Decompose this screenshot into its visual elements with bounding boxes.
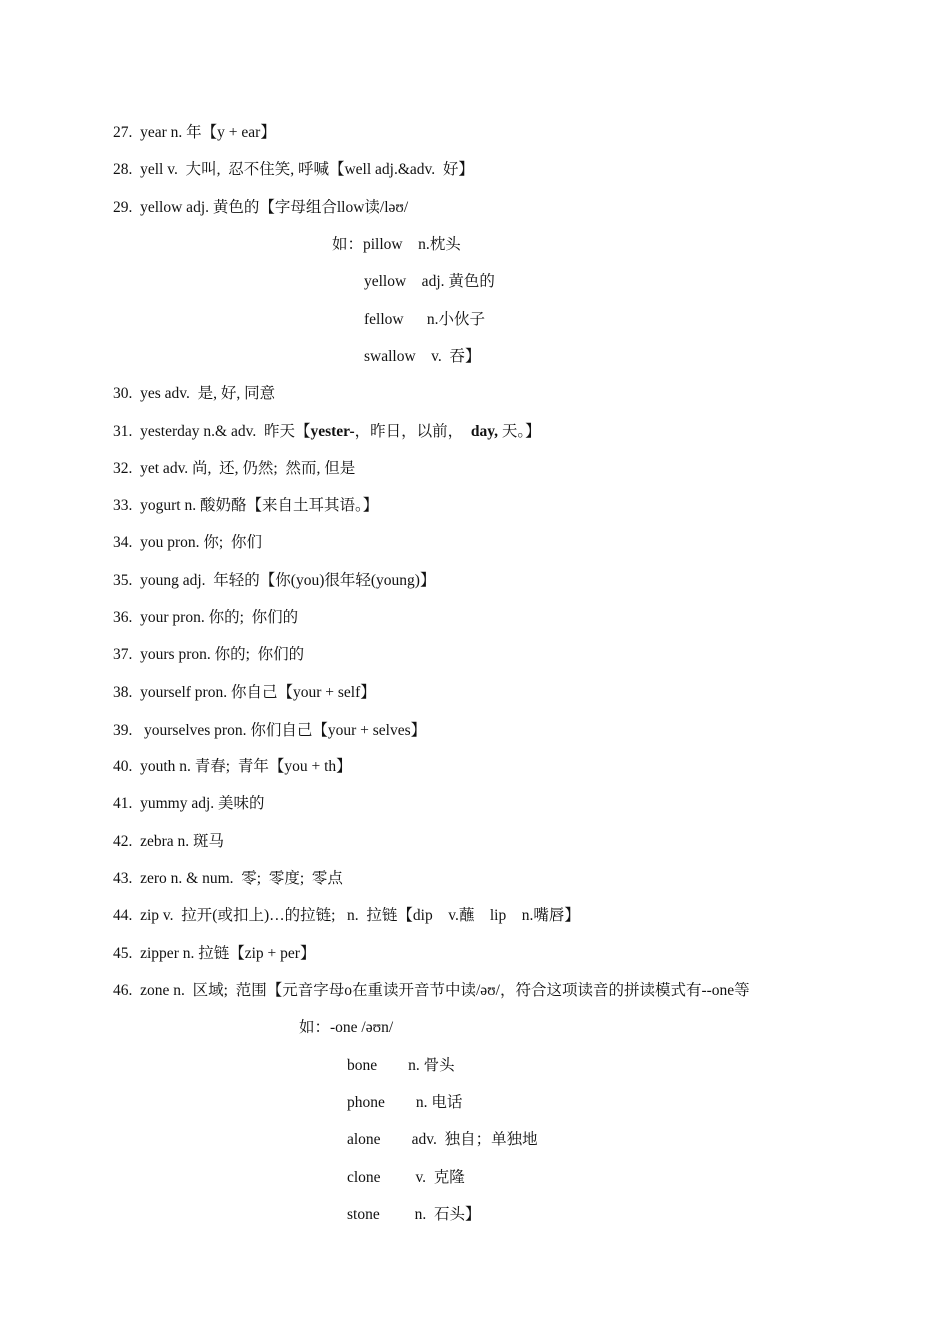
entry-45: 45. zipper n. 拉链【zip + per】 <box>113 945 316 962</box>
entry-46-example: clone v. 克隆 <box>347 1169 465 1186</box>
entry-46-example: 如：-one /əʊn/ <box>299 1019 394 1036</box>
entry-41: 41. yummy adj. 美味的 <box>113 795 265 812</box>
entry-29: 29. yellow adj. 黄色的【字母组合llow读/ləʊ/ <box>113 199 409 216</box>
entry-40: 40. youth n. 青春; 青年【you + th】 <box>113 758 352 775</box>
entry-31-prefix: yester- <box>310 423 355 440</box>
entry-31-tail: 天。】 <box>498 423 541 440</box>
entry-36: 36. your pron. 你的; 你们的 <box>113 609 299 626</box>
entry-46-example: stone n. 石头】 <box>347 1206 481 1223</box>
entry-46-example: bone n. 骨头 <box>347 1057 455 1074</box>
entry-31-day: day, <box>470 423 499 440</box>
entry-42: 42. zebra n. 斑马 <box>113 833 225 850</box>
entry-46-example: phone n. 电话 <box>347 1094 463 1111</box>
entry-34: 34. you pron. 你; 你们 <box>113 534 262 551</box>
entry-37: 37. yours pron. 你的; 你们的 <box>113 646 305 663</box>
entry-29-example: yellow adj. 黄色的 <box>364 273 495 290</box>
entry-29-example: fellow n.小伙子 <box>364 311 485 328</box>
entry-29-example: swallow v. 吞】 <box>364 348 481 365</box>
entry-31 <box>113 422 541 442</box>
entry-38: 38. yourself pron. 你自己【your + self】 <box>113 684 376 701</box>
entry-44: 44. zip v. 拉开(或扣上)…的拉链; n. 拉链【dip v.蘸 lip n.嘴唇】 <box>113 907 580 924</box>
entry-27: 27. year n. 年【y + ear】 <box>113 124 276 141</box>
entry-32: 32. yet adv. 尚, 还, 仍然; 然而, 但是 <box>113 460 356 477</box>
entry-46: 46. zone n. 区域; 范围【元音字母o在重读开音节中读/əʊ/，符合这项读音的拼读模式有--one等 <box>113 982 750 999</box>
entry-39: 39. yourselves pron. 你们自己【your + selves】 <box>113 722 427 739</box>
entry-30: 30. yes adv. 是, 好, 同意 <box>113 385 276 402</box>
entry-46-example: alone adv. 独自；单独地 <box>347 1131 538 1148</box>
entry-43: 43. zero n. & num. 零; 零度; 零点 <box>113 870 343 887</box>
entry-35: 35. young adj. 年轻的【你(you)很年轻(young)】 <box>113 572 436 589</box>
entry-33: 33. yogurt n. 酸奶酪【来自土耳其语。】 <box>113 497 379 514</box>
entry-31-mid: ，昨日，以前， <box>354 423 471 440</box>
entry-29-example: 如：pillow n.枕头 <box>332 236 461 253</box>
entry-31-head: 31. yesterday n.& adv. 昨天【 <box>113 423 311 440</box>
entry-28: 28. yell v. 大叫, 忍不住笑, 呼喊【well adj.&adv. 好】 <box>113 161 474 178</box>
